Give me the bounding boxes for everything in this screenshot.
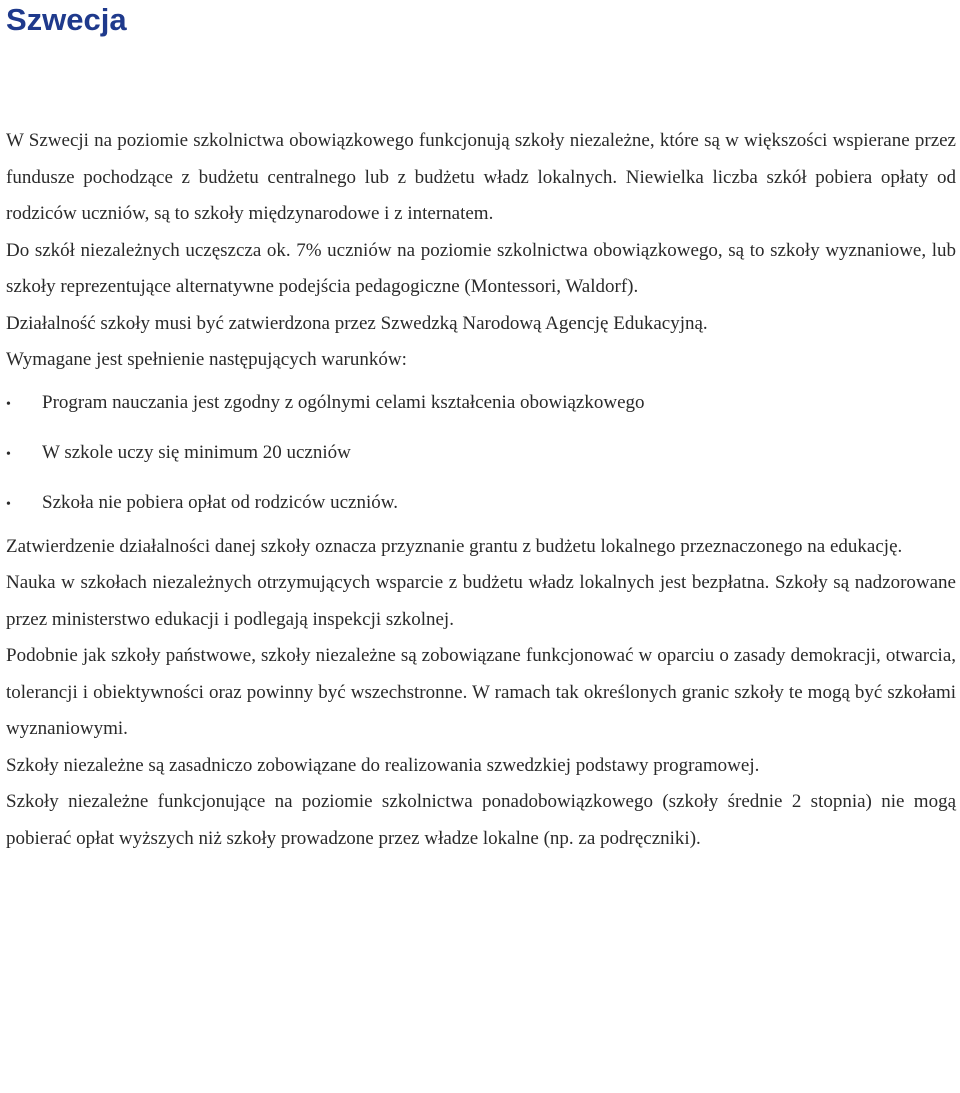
paragraph: Podobnie jak szkoły państwowe, szkoły niezależne są zobowiązane funkcjonować w oparciu o zasady demokracji, otwarcia, tolerancji i obiektywności oraz powinny być wszechstronne. W ramach tak określonych granic szkoły te mogą być szkołami wyznaniowymi. — [6, 645, 956, 739]
list-item — [6, 379, 956, 429]
requirements-list — [6, 379, 956, 529]
document-body — [6, 123, 956, 857]
bullet-icon: • — [6, 396, 11, 412]
list-item — [6, 429, 956, 479]
list-item — [6, 479, 956, 529]
paragraph: W Szwecji na poziomie szkolnictwa obowiązkowego funkcjonują szkoły niezależne, które są w większości wspierane przez fundusze pochodzące z budżetu centralnego lub z budżetu władz lokalnych. Niewielka liczba szkół pobiera opłaty od rodziców uczniów, są to szkoły międzynarodowe i z internatem. — [6, 130, 956, 224]
list-item-text: Program nauczania jest zgodny z ogólnymi celami kształcenia obowiązkowego — [42, 391, 645, 413]
paragraph: Działalność szkoły musi być zatwierdzona przez Szwedzką Narodową Agencję Edukacyjną. — [6, 312, 708, 334]
paragraph: Wymagane jest spełnienie następujących warunków: — [6, 349, 407, 370]
bullet-icon: • — [6, 446, 11, 462]
bullet-icon: • — [6, 496, 11, 512]
list-item-text: Szkoła nie pobiera opłat od rodziców uczniów. — [42, 491, 398, 513]
document-page — [6, 0, 956, 849]
paragraph: Nauka w szkołach niezależnych otrzymujących wsparcie z budżetu władz lokalnych jest bezpłatna. Szkoły są nadzorowane przez ministerstwo edukacji i podlegają inspekcji szkolnej. — [6, 572, 956, 630]
page-title: Szwecja — [6, 2, 127, 37]
list-item-text: W szkole uczy się minimum 20 uczniów — [42, 441, 351, 463]
paragraph: Do szkół niezależnych uczęszcza ok. 7% uczniów na poziomie szkolnictwa obowiązkowego, są to szkoły wyznaniowe, lub szkoły reprezentujące alternatywne podejścia pedagogiczne (Montessori, Waldorf). — [6, 239, 956, 297]
paragraph: Zatwierdzenie działalności danej szkoły oznacza przyznanie grantu z budżetu lokalnego przeznaczonego na edukację. — [6, 535, 903, 557]
paragraph: Szkoły niezależne są zasadniczo zobowiązane do realizowania szwedzkiej podstawy programowej. — [6, 754, 760, 776]
paragraph: Szkoły niezależne funkcjonujące na poziomie szkolnictwa ponadobowiązkowego (szkoły średnie 2 stopnia) nie mogą pobierać opłat wyższych niż szkoły prowadzone przez władze lokalne (np. za podręczniki). — [6, 791, 956, 849]
